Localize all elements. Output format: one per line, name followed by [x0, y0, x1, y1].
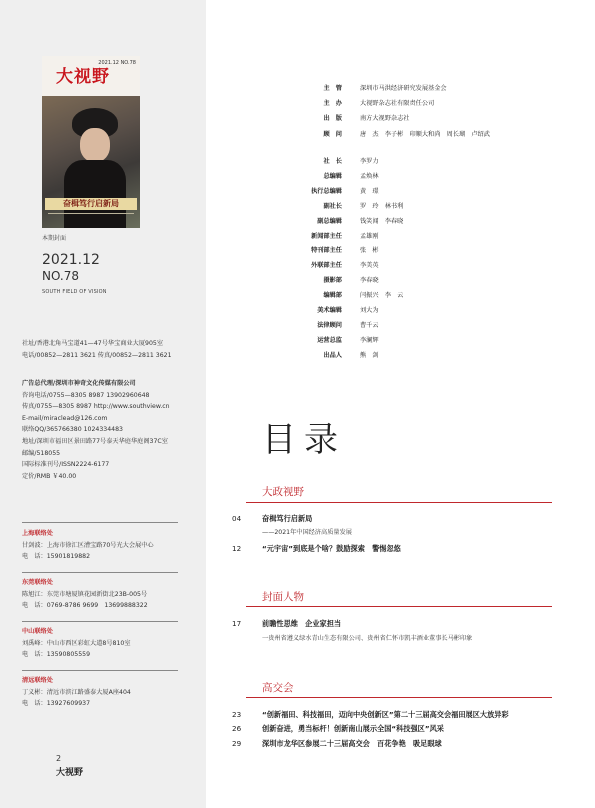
office-line: 丁义彬：清远市滨江路盛泰大厦A座404	[22, 688, 131, 696]
masthead-row	[290, 244, 403, 259]
masthead-row	[290, 289, 403, 304]
masthead-names: 深圳市马洪经济研究发展基金会	[360, 85, 447, 92]
toc-section-rule	[246, 697, 552, 698]
hk-address: 社址/香港北角马宝道41—47号华宝商业大厦905室	[22, 340, 164, 347]
cover-logo: 大视野	[56, 67, 110, 87]
masthead-role: 社 长	[323, 158, 342, 165]
masthead-row	[290, 200, 403, 215]
masthead-names: 唐 杰 李子彬 印顺大和尚 周长瑚 卢绍武	[360, 130, 490, 138]
agency-fax-web: 传真/0755—8305 8987 http://www.southview.cn	[22, 403, 170, 411]
masthead-role: 出品人	[323, 351, 342, 359]
toc-entry-link[interactable]: 深圳市龙华区参展二十三届高交会 百花争艳 吸足眼球	[262, 739, 442, 748]
toc-section-rule	[246, 606, 552, 607]
masthead-role: 运营总监	[317, 336, 342, 344]
masthead-row	[290, 334, 403, 349]
masthead-role: 摄影部	[323, 277, 342, 285]
office-title: 清远联络处	[22, 677, 53, 684]
agency-block	[22, 378, 170, 482]
masthead-row	[290, 81, 490, 96]
issue-date: 2021.12	[42, 252, 100, 268]
masthead-names: 张 彬	[360, 247, 379, 255]
agency-phone: 咨询电话/0755—8305 8987 13902960648	[22, 391, 150, 399]
office-title: 中山联络处	[22, 628, 53, 635]
office-line: 电 话：13927609937	[22, 700, 91, 708]
hk-phone: 电话/00852—2811 3621 传真/00852—2811 3621	[22, 351, 172, 359]
agency-address: 地址/深圳市福田区景田路77号泰天华庭华庭阁37C室	[22, 437, 168, 445]
masthead-role: 主 管	[323, 85, 342, 92]
masthead-names: 李罗力	[360, 158, 379, 165]
toc-entry-link[interactable]: 前瞻性思维 企业家担当	[262, 619, 342, 628]
masthead-row	[290, 127, 490, 142]
cover-figure-face	[80, 128, 110, 162]
masthead-role: 外联部主任	[311, 262, 342, 270]
agency-price: 定价/RMB ￥40.00	[22, 472, 77, 480]
masthead-names: 熊 剑	[360, 351, 379, 359]
masthead-role: 主 办	[323, 100, 342, 108]
masthead-names: 大视野杂志社有限责任公司	[360, 100, 435, 108]
hk-contact-block	[22, 338, 172, 361]
masthead-role: 执行总编辑	[311, 187, 342, 195]
masthead-staff	[290, 155, 403, 364]
toc-page-number: 23	[232, 710, 242, 719]
toc-page-number: 12	[232, 544, 242, 553]
office-title: 上海联络处	[22, 530, 53, 537]
masthead-role: 新闻部主任	[311, 232, 342, 240]
masthead-row	[290, 319, 403, 334]
footer-logo: 大视野	[56, 768, 84, 778]
masthead-names: 黄 璟	[360, 187, 379, 195]
cover-issue-line: 2021.12 NO.78	[98, 60, 136, 66]
masthead-row	[290, 185, 403, 200]
office-divider	[22, 522, 178, 523]
masthead-names: 孟焕林	[360, 172, 379, 180]
masthead-row	[290, 304, 403, 319]
toc-entry-subtitle: 一贵州省遵义绿水青山生态有限公司、贵州省仁怀市凯丰酒业董事长马彬印象	[262, 635, 473, 642]
office-shanghai	[22, 528, 154, 563]
toc-page-number: 17	[232, 619, 242, 628]
agency-qq: 联络QQ/365766380 1024334483	[22, 426, 123, 434]
issue-number: NO.78	[42, 269, 80, 283]
masthead-names: 孟雄刚	[360, 232, 379, 240]
toc-page-number: 26	[232, 724, 242, 733]
toc-section-rule	[246, 502, 552, 503]
agency-email[interactable]: E-mail/miraclead@126.com	[22, 414, 108, 422]
masthead-row	[290, 155, 403, 170]
masthead-row	[290, 349, 403, 364]
toc-page-number: 29	[232, 739, 242, 748]
toc-section-title: 封面人物	[262, 591, 304, 603]
masthead-names: 李澜辉	[360, 336, 379, 344]
office-line: 电 话：0769-8786 9699 13699888322	[22, 602, 148, 610]
cover-headline: 奋楫笃行启新局	[45, 198, 137, 210]
masthead-row	[290, 274, 403, 289]
office-dongguan	[22, 577, 148, 612]
agency-issn: 国际标准刊号/ISSN2224-6177	[22, 461, 110, 469]
masthead-row	[290, 259, 403, 274]
cover-subtext	[48, 213, 134, 226]
masthead-row	[290, 230, 403, 245]
masthead-row	[290, 170, 403, 185]
masthead-role: 副总编辑	[317, 217, 342, 225]
office-title: 东莞联络处	[22, 579, 53, 586]
masthead-names: 钱笑闻 李春晓	[360, 217, 404, 225]
masthead-role: 出 版	[323, 115, 342, 123]
cover-caption: 本期封面	[42, 235, 67, 242]
office-divider	[22, 621, 178, 622]
masthead-role: 编辑部	[323, 292, 342, 300]
toc-entry-link[interactable]: “元宇宙”到底是个啥？鼓励探索 警惕忽悠	[262, 544, 401, 553]
masthead-role: 特刊部主任	[311, 247, 342, 255]
agency-postcode: 邮编/518055	[22, 449, 61, 457]
toc-section-title: 高交会	[262, 682, 294, 694]
office-zhongshan	[22, 626, 131, 661]
masthead-role: 副社长	[323, 202, 342, 210]
masthead-names: 李美英	[360, 262, 379, 270]
left-sidebar	[0, 0, 206, 808]
office-line: 陈旭江：东莞市塘厦镇花园新街北23B-005号	[22, 590, 148, 598]
toc-title: 目录	[262, 420, 346, 460]
masthead-role: 美术编辑	[317, 307, 342, 315]
masthead-role: 法律顾问	[317, 321, 342, 329]
masthead-row	[290, 111, 490, 126]
office-divider	[22, 670, 178, 671]
office-line: 电 话：15901819882	[22, 553, 91, 561]
page-number: 2	[56, 754, 62, 763]
toc-entry-link[interactable]: “创新福田、科技福田，迈向中央创新区”第二十三届高交会福田展区大放异彩	[262, 710, 509, 719]
toc-entry-link[interactable]: 创新奋进，勇当标杆！创新南山展示全国“科技强区”风采	[262, 724, 444, 733]
masthead-names: 闫振兴 李 云	[360, 292, 404, 300]
cover-thumbnail[interactable]	[42, 56, 140, 228]
agency-name: 广告总代理/深圳市神奇文化传媒有限公司	[22, 380, 136, 387]
office-line: 甘剑波：上海市徐汇区漕宝路70号光大会展中心	[22, 541, 154, 549]
masthead-names: 曹千云	[360, 321, 379, 329]
masthead-row	[290, 215, 403, 230]
masthead-row	[290, 96, 490, 111]
masthead-names: 南方大视野杂志社	[360, 115, 410, 123]
masthead-names: 刘大为	[360, 307, 379, 315]
office-line: 刘禹峰：中山市西区彩虹大道8号810室	[22, 639, 131, 647]
office-qingyuan	[22, 675, 131, 710]
toc-entry-subtitle: ——2021年中国经济高质量发展	[262, 529, 352, 536]
masthead-names: 罗 玲 林书利	[360, 202, 404, 210]
toc-page-number: 04	[232, 514, 242, 523]
toc-entry-link[interactable]: 奋楫笃行启新局	[262, 514, 313, 523]
issue-tagline: SOUTH FIELD OF VISION	[42, 289, 107, 295]
office-line: 电 话：13590805559	[22, 651, 91, 659]
masthead-top	[290, 81, 490, 142]
toc-section-title: 大政视野	[262, 486, 304, 498]
masthead-names: 李春晓	[360, 277, 379, 285]
masthead-role: 顾 问	[323, 130, 342, 138]
masthead-role: 总编辑	[323, 172, 342, 180]
office-divider	[22, 572, 178, 573]
